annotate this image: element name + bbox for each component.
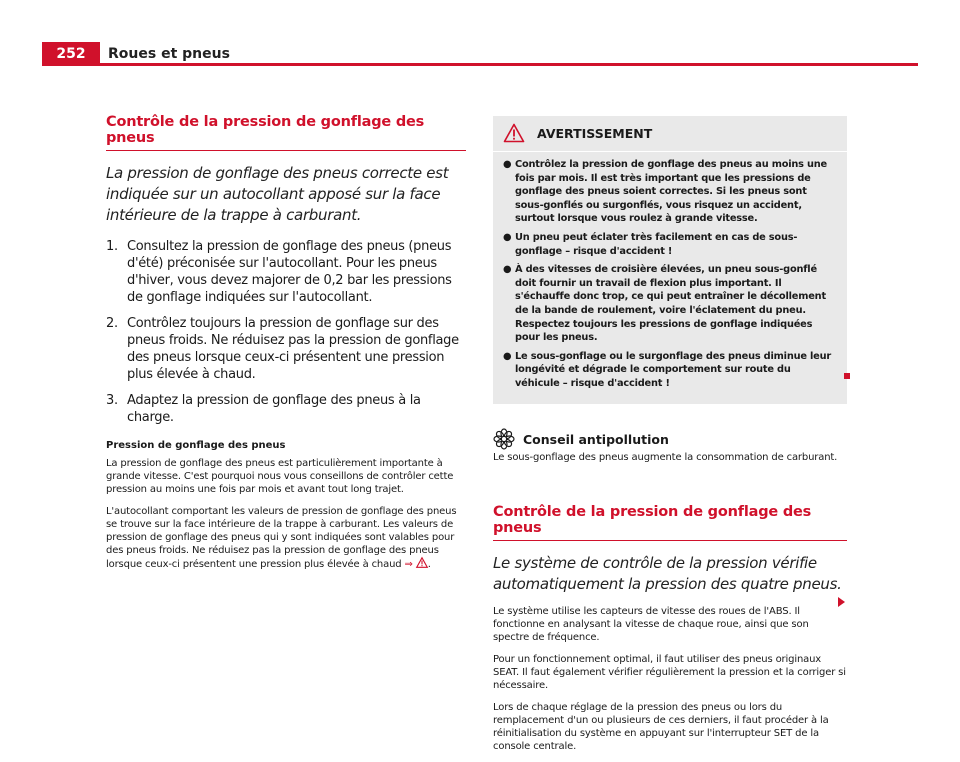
step-number: 2. bbox=[106, 316, 118, 331]
step-text: Consultez la pression de gonflage des pneus (pneus d'été) préconisée sur l'autocollant. Pour les pneus d'hiver, vous devez majorer de 0,2 bar les pressions de gonflage indiquées sur l'autocollant. bbox=[127, 239, 452, 305]
warning-header bbox=[493, 116, 847, 152]
running-title: Roues et pneus bbox=[108, 46, 230, 62]
step-number: 3. bbox=[106, 393, 118, 408]
eco-tip bbox=[493, 432, 847, 464]
paragraph: Le système utilise les capteurs de vitesse des roues de l'ABS. Il fonctionne en analysant la vitesse de chaque roue, ainsi que son spectre de fréquence. bbox=[493, 605, 809, 643]
warning-item bbox=[503, 350, 837, 391]
right-column bbox=[493, 116, 847, 762]
warning-triangle-icon bbox=[503, 123, 525, 143]
section-end-marker bbox=[844, 373, 850, 379]
step-number: 1. bbox=[106, 239, 118, 254]
warning-item bbox=[503, 158, 837, 226]
warning-text: Un pneu peut éclater très facilement en cas de sous-gonflage – risque d'accident ! bbox=[515, 231, 798, 257]
warning-text: À des vitesses de croisière élevées, un pneu sous-gonflé doit fournir un travail de flexion plus important. Il s'échauffe donc trop, ce qui peut entraîner le décollement de la bande de roulement, voire l'éclatement du pneu. Respectez toujours les pressions de gonflage indiquées pour les pneus. bbox=[515, 264, 826, 344]
warning-triangle-icon bbox=[416, 557, 428, 568]
bullet: ● bbox=[503, 350, 512, 362]
body-text bbox=[493, 605, 847, 753]
eco-title: Conseil antipollution bbox=[523, 431, 669, 447]
paragraph-end: . bbox=[427, 559, 431, 570]
warning-reference-link[interactable] bbox=[405, 559, 428, 570]
section-title: Contrôle de la pression de gonflage des pneus bbox=[493, 504, 847, 541]
body-text bbox=[106, 457, 466, 571]
warning-text: Contrôlez la pression de gonflage des pneus au moins une fois par mois. Il est très important que les pressions de gonflage des pneus soient correctes. Si les pneus sont sous-gonflés ou surgonflés, vous risquez un accident, surtout lorsque vous roulez à grande vitesse. bbox=[515, 159, 827, 225]
flower-icon bbox=[493, 428, 515, 450]
paragraph-text: L'autocollant comportant les valeurs de pression de gonflage des pneus se trouve sur la face intérieure de la trappe à carburant. Les valeurs de pression de gonflage des pneus qui y sont indiquées sont valables pour des pneus froids. Ne réduisez pas la pression de gonflage des pneus lorsque ceux-ci présentent une pression plus élevée à chaud bbox=[106, 506, 457, 570]
warning-title: AVERTISSEMENT bbox=[537, 126, 653, 141]
bullet: ● bbox=[503, 264, 512, 276]
eco-text: Le sous-gonflage des pneus augmente la consommation de carburant. bbox=[493, 451, 838, 463]
bullet: ● bbox=[503, 159, 512, 170]
warning-item bbox=[503, 263, 837, 345]
step-item bbox=[106, 315, 466, 383]
section-lead: La pression de gonflage des pneus correcte est indiquée sur un autocollant apposé sur la face intérieure de la trappe à carburant. bbox=[106, 164, 449, 224]
header-rule bbox=[42, 63, 918, 66]
section-title: Contrôle de la pression de gonflage des pneus bbox=[106, 114, 466, 151]
warning-box bbox=[493, 116, 847, 404]
steps-list bbox=[106, 238, 466, 426]
section-tpms bbox=[493, 504, 847, 753]
paragraph: La pression de gonflage des pneus est particulièrement importante à grande vitesse. C'est pourquoi nous vous conseillons de contrôler cette pression au moins une fois par mois et avant tout long trajet. bbox=[106, 458, 454, 495]
paragraph: Lors de chaque réglage de la pression des pneus ou lors du remplacement d'un ou plusieurs de ces derniers, il faut procéder à la réinitialisation du système en appuyant sur l'interrupteur SET de la console centrale. bbox=[493, 701, 829, 752]
step-text: Contrôlez toujours la pression de gonflage sur des pneus froids. Ne réduisez pas la pression de gonflage des pneus lorsque ceux-ci présentent une pression plus élevée à chaud. bbox=[127, 316, 459, 382]
page-number: 252 bbox=[42, 42, 100, 66]
step-text: Adaptez la pression de gonflage des pneus à la charge. bbox=[127, 393, 421, 425]
continue-arrow-icon bbox=[838, 597, 845, 607]
arrow-ref: ⇒ bbox=[404, 559, 413, 570]
warning-item bbox=[503, 231, 837, 258]
left-column bbox=[106, 114, 466, 580]
section-lead: Le système de contrôle de la pression vérifie automatiquement la pression des quatre pneus. bbox=[493, 553, 842, 593]
subheading: Pression de gonflage des pneus bbox=[106, 440, 286, 451]
paragraph: Pour un fonctionnement optimal, il faut utiliser des pneus originaux SEAT. Il faut également vérifier régulièrement la pression et la corriger si nécessaire. bbox=[493, 653, 846, 691]
step-item bbox=[106, 392, 466, 426]
bullet: ● bbox=[503, 231, 512, 243]
warning-body bbox=[493, 152, 847, 404]
step-item bbox=[106, 238, 466, 306]
paragraph bbox=[106, 505, 466, 571]
warning-text: Le sous-gonflage ou le surgonflage des pneus diminue leur longévité et dégrade le comportement sur route du véhicule – risque d'accident ! bbox=[515, 350, 832, 389]
